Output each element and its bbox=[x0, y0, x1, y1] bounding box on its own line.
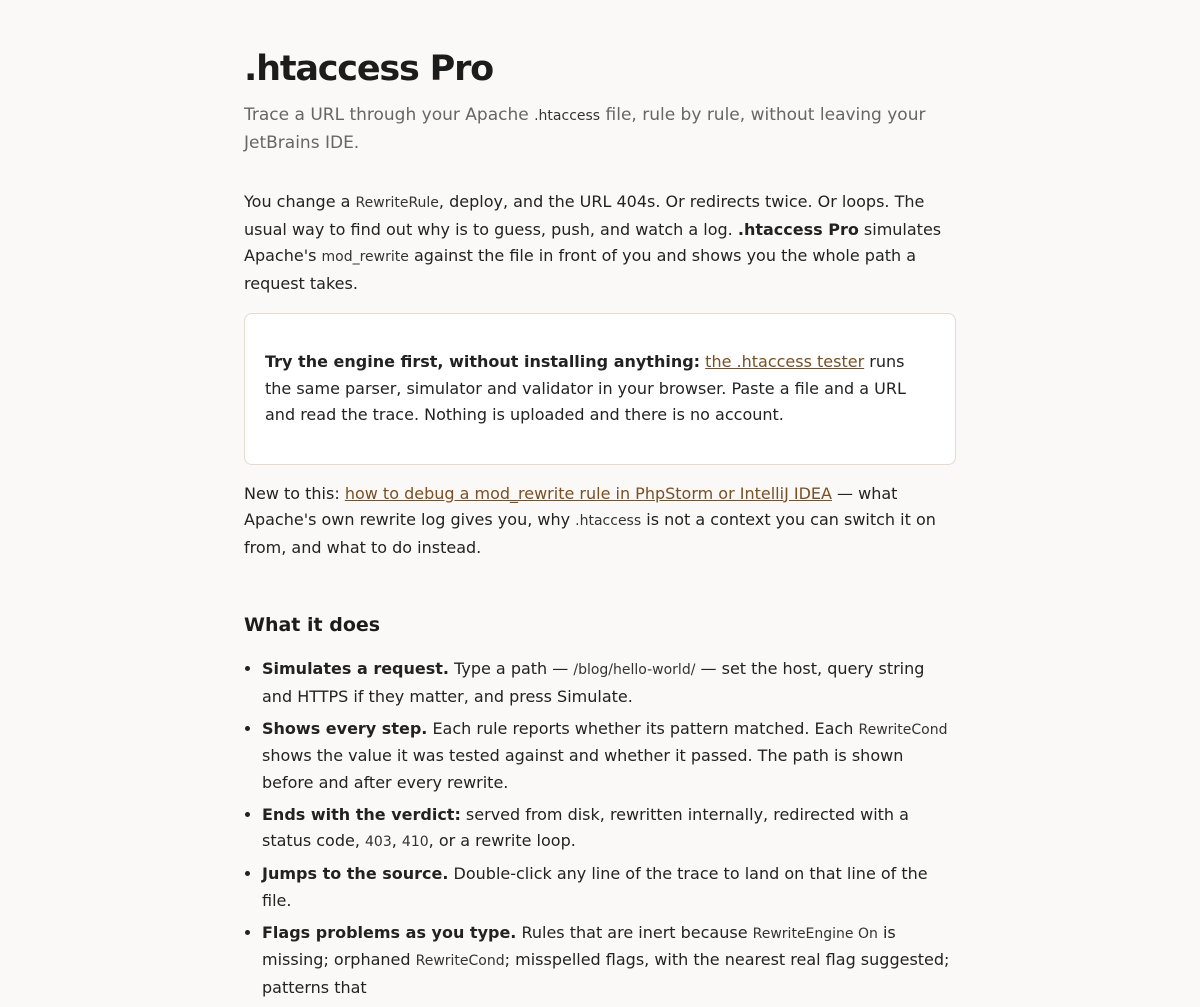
feature-text: Type a path — bbox=[449, 659, 574, 678]
intro-text-2: , deploy, and the URL 404s. Or redirects twice. Or loops. The usual way to find out why is to guess, push, and watch a log. bbox=[244, 192, 925, 239]
feature-title: Ends with the verdict: bbox=[262, 804, 461, 824]
feature-text: ; misspelled flags, with the nearest real flag suggested; patterns that bbox=[262, 950, 950, 997]
followup-paragraph bbox=[244, 481, 956, 562]
feature-item-verdict bbox=[262, 802, 956, 856]
callout-lead: Try the engine first, without installing anything: bbox=[265, 352, 701, 371]
intro-code-mod-rewrite: mod_rewrite bbox=[321, 249, 409, 265]
callout-text: runs the same parser, simulator and validator in your browser. Paste a file and a URL and read the trace. Nothing is uploaded and there is no account. bbox=[265, 352, 906, 424]
feature-title: Flags problems as you type. bbox=[262, 922, 517, 942]
feature-text: Each rule reports whether its pattern matched. Each bbox=[427, 718, 859, 738]
feature-item-simulate bbox=[262, 656, 956, 710]
feature-text: , or a rewrite loop. bbox=[428, 831, 576, 850]
feature-item-flags bbox=[262, 920, 956, 1002]
intro-product-name: .htaccess Pro bbox=[737, 219, 859, 239]
tagline bbox=[244, 102, 956, 157]
feature-text: shows the value it was tested against and whether it passed. The path is shown before and after every rewrite. bbox=[262, 746, 904, 792]
tagline-code: .htaccess bbox=[534, 108, 601, 124]
intro-text-3: simulates Apache's bbox=[244, 219, 942, 265]
feature-text: is missing; orphaned bbox=[262, 922, 896, 969]
callout-paragraph bbox=[265, 349, 935, 429]
feature-code: RewriteCond bbox=[858, 721, 948, 738]
tagline-text-1: Trace a URL through your Apache bbox=[244, 105, 535, 125]
page-title: .htaccess Pro bbox=[244, 49, 494, 89]
feature-item-steps bbox=[262, 716, 956, 797]
feature-text: — set the host, query string and HTTPS if they matter, and press Simulate. bbox=[262, 659, 925, 706]
feature-title: Shows every step. bbox=[262, 718, 428, 738]
feature-text: Double-click any line of the trace to land on that line of the file. bbox=[262, 864, 928, 910]
debug-guide-link[interactable]: how to debug a mod_rewrite rule in PhpStorm or IntelliJ IDEA bbox=[344, 483, 832, 503]
intro-text-4: against the file in front of you and shows you the whole path a request takes. bbox=[244, 246, 917, 293]
feature-code: RewriteCond bbox=[415, 953, 505, 969]
feature-title: Jumps to the source. bbox=[262, 864, 449, 883]
feature-title: Simulates a request. bbox=[262, 659, 449, 678]
feature-text: served from disk, rewritten internally, redirected with a status code, bbox=[262, 804, 909, 850]
intro-code-rewriterule: RewriteRule bbox=[355, 195, 439, 211]
tester-link[interactable]: the .htaccess tester bbox=[705, 352, 865, 371]
section-heading-what-it-does: What it does bbox=[244, 614, 381, 636]
page-content bbox=[244, 0, 956, 1007]
tester-callout bbox=[244, 313, 956, 465]
feature-item-jump bbox=[262, 861, 956, 914]
followup-code-htaccess: .htaccess bbox=[575, 513, 642, 529]
intro-paragraph bbox=[244, 189, 956, 297]
feature-code: 410 bbox=[401, 834, 429, 850]
followup-text-3: is not a context you can switch it on from, and what to do instead. bbox=[244, 510, 936, 557]
feature-text: Rules that are inert because bbox=[516, 922, 753, 942]
intro-text-1: You change a bbox=[244, 192, 356, 211]
followup-text-1: New to this: bbox=[244, 483, 345, 503]
feature-code: RewriteEngine On bbox=[752, 925, 878, 942]
tagline-text-2: file, rule by rule, without leaving your JetBrains IDE. bbox=[244, 105, 926, 153]
feature-list bbox=[244, 656, 956, 1001]
feature-code: /blog/hello-world/ bbox=[573, 662, 696, 678]
feature-code: 403 bbox=[365, 834, 392, 850]
followup-text-2: — what Apache's own rewrite log gives you, why bbox=[244, 483, 898, 529]
feature-text: , bbox=[391, 831, 402, 850]
